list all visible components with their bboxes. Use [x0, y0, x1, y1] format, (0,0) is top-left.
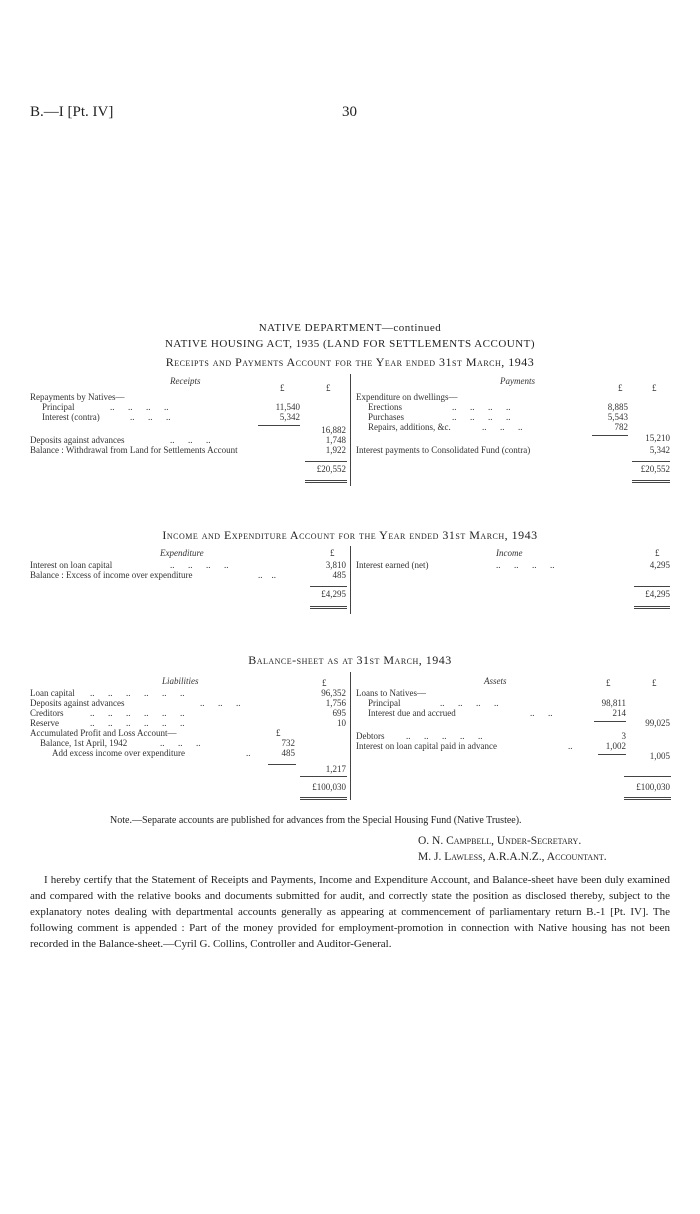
dots: .. .. .. .. .. ..	[90, 718, 185, 728]
assets-total: £100,030	[636, 782, 670, 792]
expenditure-pound: £	[330, 548, 335, 558]
act-title: NATIVE HOUSING ACT, 1935 (LAND FOR SETTLEMENTS ACCOUNT)	[164, 338, 536, 350]
liabilities-line-3: Creditors	[30, 708, 64, 718]
payments-value-2: 8,885	[607, 402, 628, 412]
liabilities-subtotal: 1,217	[325, 764, 346, 774]
expenditure-value-2: 485	[332, 570, 346, 580]
liabilities-value-4: 10	[337, 718, 346, 728]
double-rule	[632, 480, 670, 483]
assets-subtotal-2: 1,005	[649, 751, 670, 761]
assets-value-4: 3	[621, 731, 626, 741]
liabilities-pound-1: £	[322, 678, 327, 688]
liabilities-line-1: Loan capital	[30, 688, 75, 698]
rule	[592, 435, 628, 436]
expenditure-line-2: Balance : Excess of income over expenditure	[30, 570, 193, 580]
dots: .. .. ..	[170, 435, 211, 445]
liabilities-value-3: 695	[332, 708, 346, 718]
rule	[268, 764, 296, 765]
dots: .. .. .. ..	[110, 402, 169, 412]
payments-subtotal: 15,210	[645, 433, 670, 443]
dots: .. .. .. ..	[496, 560, 555, 570]
receipts-line-2: Principal	[42, 402, 75, 412]
page-reference: B.—I [Pt. IV]	[30, 104, 114, 120]
rule	[624, 776, 671, 777]
receipts-line-5: Balance : Withdrawal from Land for Settlements Account	[30, 445, 238, 455]
rule	[632, 461, 670, 462]
liabilities-pound-2: £	[276, 728, 281, 738]
rp-divider	[350, 374, 351, 486]
double-rule	[624, 797, 671, 800]
dots: .. .. .. ..	[452, 412, 511, 422]
liabilities-value-7: 485	[281, 748, 295, 758]
receipts-pound-1: £	[280, 383, 285, 393]
dots: .. .. ..	[482, 422, 523, 432]
assets-subtotal-1: 99,025	[645, 718, 670, 728]
liabilities-line-6: Balance, 1st April, 1942	[40, 738, 128, 748]
page-number: 30	[342, 104, 357, 120]
receipts-heading: Receipts	[170, 376, 201, 386]
liabilities-line-4: Reserve	[30, 718, 59, 728]
dots: .. .. .. ..	[440, 698, 499, 708]
receipts-value-3: 5,342	[279, 412, 300, 422]
double-rule	[310, 606, 347, 609]
dots: .. .. ..	[200, 698, 241, 708]
income-pound: £	[655, 548, 660, 558]
liabilities-value-2: 1,756	[325, 698, 346, 708]
double-rule	[634, 606, 670, 609]
rule	[300, 776, 347, 777]
liabilities-line-2: Deposits against advances	[30, 698, 125, 708]
receipts-total: £20,552	[316, 464, 346, 474]
rule	[305, 461, 347, 462]
dots: .. .. .. .. .. ..	[90, 688, 185, 698]
liabilities-line-5: Accumulated Profit and Loss Account—	[30, 728, 177, 738]
dots: ..	[246, 748, 251, 758]
payments-line-3: Purchases	[368, 412, 404, 422]
assets-pound-1: £	[606, 678, 611, 688]
income-value-1: 4,295	[649, 560, 670, 570]
payments-value-3: 5,543	[607, 412, 628, 422]
payments-heading: Payments	[500, 376, 535, 386]
balance-sheet-title: Balance-sheet as at 31st March, 1943	[248, 653, 452, 667]
receipts-subtotal: 16,882	[321, 425, 346, 435]
signature-2: M. J. Lawless, A.R.A.N.Z., Accountant.	[418, 851, 607, 863]
assets-heading: Assets	[484, 676, 507, 686]
receipts-value-5: 1,922	[325, 445, 346, 455]
dots: ..	[568, 741, 573, 751]
rule	[258, 425, 300, 426]
receipts-value-2: 11,540	[275, 402, 300, 412]
assets-line-3: Interest due and accrued	[368, 708, 456, 718]
double-rule	[305, 480, 347, 483]
assets-line-2: Principal	[368, 698, 401, 708]
assets-value-3: 214	[612, 708, 626, 718]
income-expenditure-title: Income and Expenditure Account for the Year ended 31st March, 1943	[162, 528, 538, 542]
expenditure-value-1: 3,810	[325, 560, 346, 570]
receipts-value-4: 1,748	[325, 435, 346, 445]
payments-line-4: Repairs, additions, &c.	[368, 422, 451, 432]
double-rule	[300, 797, 347, 800]
receipts-pound-2: £	[326, 383, 331, 393]
liabilities-heading: Liabilities	[162, 676, 199, 686]
dots: .. .. .. ..	[170, 560, 229, 570]
receipts-line-4: Deposits against advances	[30, 435, 125, 445]
assets-line-1: Loans to Natives—	[356, 688, 426, 698]
payments-pound-1: £	[618, 383, 623, 393]
ie-divider	[350, 546, 351, 614]
signature-1: O. N. Campbell, Under-Secretary.	[418, 835, 582, 847]
payments-value-4: 782	[614, 422, 628, 432]
payments-line-1: Expenditure on dwellings—	[356, 392, 458, 402]
dots: .. .. .. .. ..	[406, 731, 483, 741]
note: Note.—Separate accounts are published for advances from the Special Housing Fund (Native Trustee).	[110, 815, 522, 826]
receipts-payments-title: Receipts and Payments Account for the Year ended 31st March, 1943	[165, 355, 535, 369]
receipts-line-3: Interest (contra)	[42, 412, 100, 422]
auditor-certificate: I hereby certify that the Statement of Receipts and Payments, Income and Expenditure Account, and Balance-sheet have been duly examined and compared with the relative books and documents submitted for audit, and correctly state the position as disclosed thereby, subject to the explanatory notes dealing with departmental accounts generally as appearing at commencement of parliamentary return B.-1 [Pt. IV]. The following comment is appended : Part of the money provided for employment-promotion in connection with Native housing has not been recorded in the Balance-sheet.—Cyril G. Collins, Controller and Auditor-General.	[30, 874, 670, 950]
payments-pound-2: £	[652, 383, 657, 393]
income-heading: Income	[496, 548, 523, 558]
income-total: £4,295	[645, 589, 670, 599]
assets-value-2: 98,811	[601, 698, 626, 708]
assets-line-5: Interest on loan capital paid in advance	[356, 741, 497, 751]
dots: .. .. .. .. .. ..	[90, 708, 185, 718]
dots: .. ..	[530, 708, 553, 718]
expenditure-heading: Expenditure	[160, 548, 204, 558]
expenditure-total: £4,295	[321, 589, 346, 599]
liabilities-line-7: Add excess income over expenditure	[52, 748, 185, 758]
payments-line-5: Interest payments to Consolidated Fund (contra)	[356, 445, 531, 455]
payments-value-5: 5,342	[649, 445, 670, 455]
dots: .. ..	[258, 570, 276, 580]
dots: .. .. ..	[130, 412, 171, 422]
department-title: NATIVE DEPARTMENT—continued	[258, 322, 442, 334]
liabilities-value-1: 96,352	[321, 688, 346, 698]
liabilities-value-6: 732	[281, 738, 295, 748]
dots: .. .. ..	[160, 738, 201, 748]
dots: .. .. .. ..	[452, 402, 511, 412]
payments-line-2: Erections	[368, 402, 402, 412]
rule	[310, 586, 347, 587]
receipts-line-1: Repayments by Natives—	[30, 392, 125, 402]
assets-value-5: 1,002	[605, 741, 626, 751]
income-line-1: Interest earned (net)	[356, 560, 429, 570]
rule	[598, 754, 626, 755]
assets-pound-2: £	[652, 678, 657, 688]
assets-line-4: Debtors	[356, 731, 385, 741]
rule	[594, 721, 626, 722]
liabilities-total: £100,030	[312, 782, 346, 792]
payments-total: £20,552	[640, 464, 670, 474]
rule	[634, 586, 670, 587]
expenditure-line-1: Interest on loan capital	[30, 560, 113, 570]
bs-divider	[350, 672, 351, 800]
